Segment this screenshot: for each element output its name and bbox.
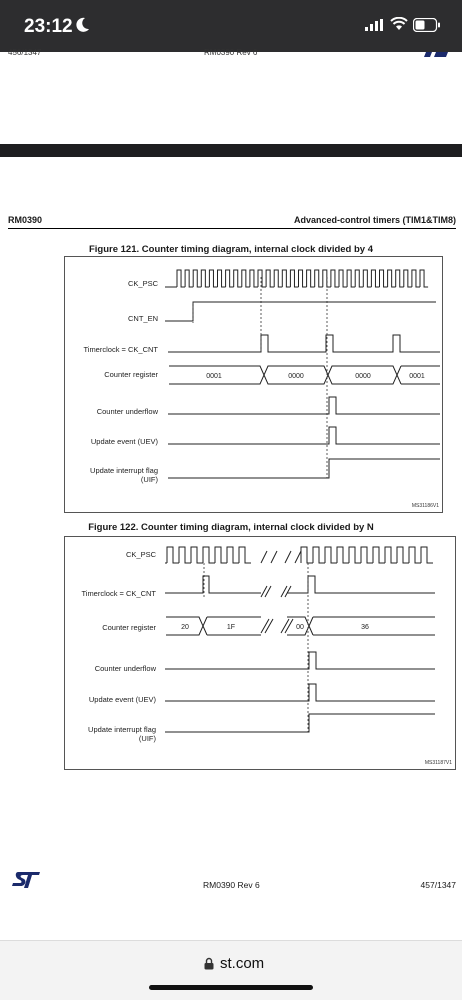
signal-label-cnt-en: CNT_EN bbox=[127, 314, 158, 323]
header-rule bbox=[8, 228, 456, 229]
signal-label-counter-underflow: Counter underflow bbox=[96, 407, 158, 416]
signal-label-counter-register: Counter register bbox=[104, 370, 158, 379]
signal-label-counter-underflow-2: Counter underflow bbox=[94, 664, 156, 673]
signal-label-update-interrupt-flag-2: Update interrupt flag bbox=[88, 725, 156, 734]
figure-121-waveforms bbox=[65, 257, 442, 512]
doc-header-section: Advanced-control timers (TIM1&TIM8) bbox=[293, 215, 456, 225]
register-value-0001-a: 0001 bbox=[206, 373, 222, 380]
page-separator bbox=[0, 144, 462, 157]
figure-121-code: MS31186V1 bbox=[411, 503, 439, 509]
register-value-0000-a: 0000 bbox=[288, 373, 304, 380]
signal-label-uif: (UIF) bbox=[140, 475, 158, 484]
register-value-0001-b: 0001 bbox=[409, 373, 425, 380]
signal-label-timerclock: Timerclock = CK_CNT bbox=[83, 345, 158, 354]
signal-label-counter-register-2: Counter register bbox=[102, 623, 156, 632]
wifi-icon bbox=[390, 17, 408, 31]
moon-icon bbox=[76, 17, 90, 33]
home-indicator bbox=[149, 985, 313, 990]
cellular-signal-icon bbox=[365, 19, 383, 31]
signal-label-ck-psc: CK_PSC bbox=[127, 279, 158, 288]
status-time: 23:12 bbox=[24, 16, 73, 37]
previous-page-revision: RM0390 Rev 6 bbox=[204, 48, 258, 57]
register-value-0000-b: 0000 bbox=[355, 373, 371, 380]
browser-address-bar[interactable] bbox=[0, 940, 462, 1000]
figure-122-diagram bbox=[64, 536, 456, 770]
st-logo-fragment-icon bbox=[424, 52, 450, 58]
signal-label-timerclock-2: Timerclock = CK_CNT bbox=[81, 589, 156, 598]
signal-label-ck-psc-2: CK_PSC bbox=[125, 550, 156, 559]
figure-122-code: MS31187V1 bbox=[424, 760, 452, 766]
register-value-20: 20 bbox=[181, 624, 189, 631]
register-value-00: 00 bbox=[296, 624, 304, 631]
figure-121-diagram bbox=[64, 256, 443, 513]
footer-revision: RM0390 Rev 6 bbox=[203, 880, 260, 890]
url-text[interactable]: st.com bbox=[220, 955, 265, 972]
figure-122-title: Figure 122. Counter timing diagram, internal clock divided by N bbox=[88, 522, 374, 533]
signal-label-update-interrupt-flag: Update interrupt flag bbox=[90, 466, 158, 475]
figure-122-waveforms bbox=[65, 537, 455, 769]
lock-icon bbox=[204, 957, 214, 970]
st-logo-icon bbox=[12, 872, 40, 888]
battery-icon bbox=[413, 18, 441, 32]
doc-header-id: RM0390 bbox=[8, 215, 43, 225]
figure-121-title: Figure 121. Counter timing diagram, internal clock divided by 4 bbox=[88, 244, 373, 255]
previous-page-bottom bbox=[0, 48, 462, 144]
register-value-36: 36 bbox=[361, 624, 369, 631]
footer-page-number: 457/1347 bbox=[420, 880, 456, 890]
signal-label-update-event: Update event (UEV) bbox=[90, 437, 158, 446]
signal-label-update-event-2: Update event (UEV) bbox=[88, 695, 156, 704]
previous-page-number: 456/1347 bbox=[8, 48, 42, 57]
status-bar bbox=[0, 0, 462, 52]
register-value-1f: 1F bbox=[226, 624, 236, 631]
signal-label-uif-2: (UIF) bbox=[138, 734, 156, 743]
